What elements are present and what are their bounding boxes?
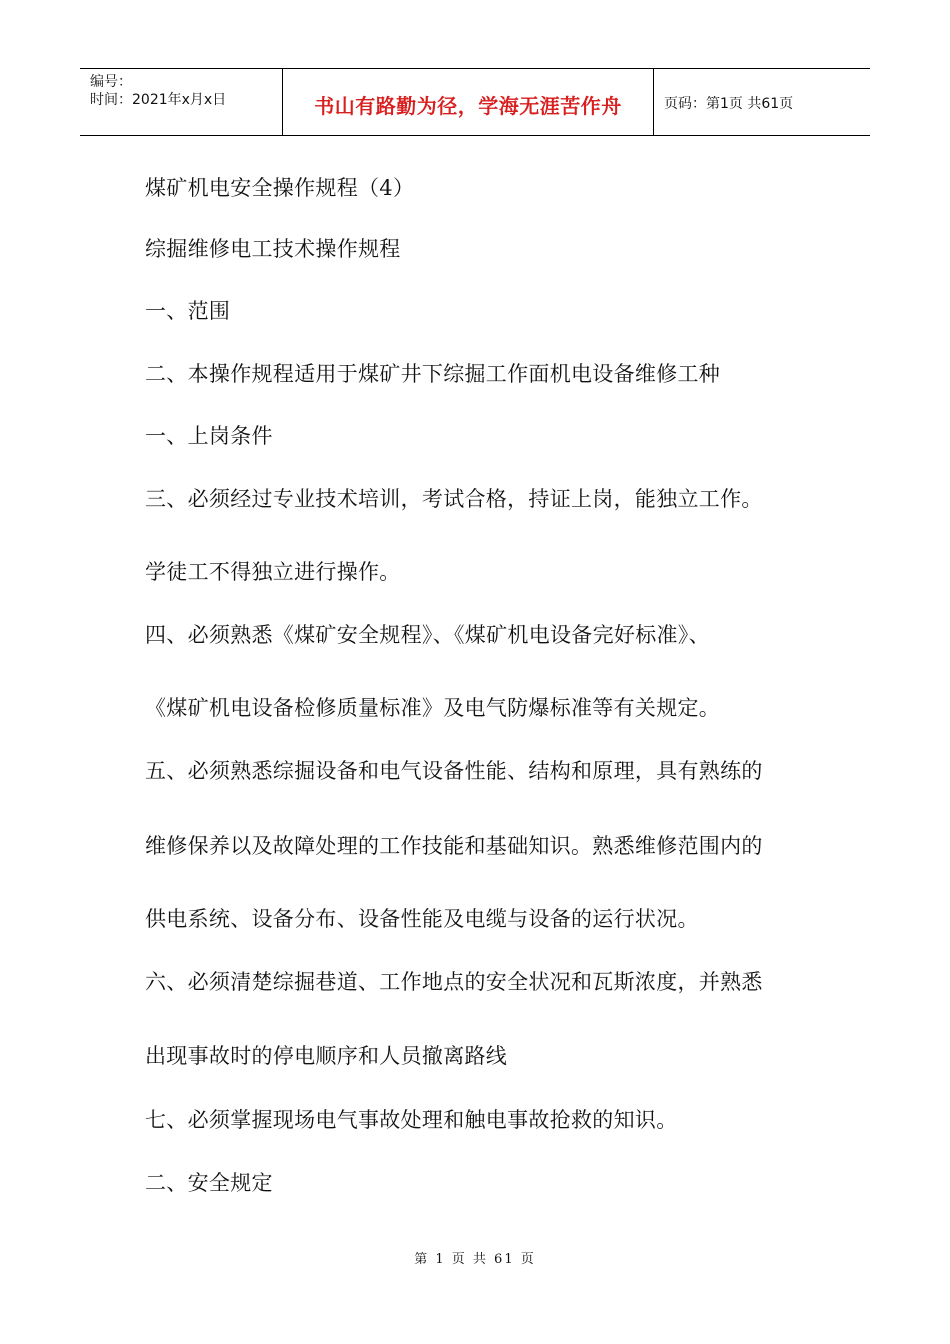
- paragraph-line: 七、必须掌握现场电气事故处理和触电事故抢救的知识。: [145, 1108, 678, 1132]
- section-heading: 一、上岗条件: [145, 424, 273, 448]
- header-page-info: [654, 69, 870, 135]
- document-header: [80, 68, 870, 136]
- paragraph-line: 二、本操作规程适用于煤矿井下综掘工作面机电设备维修工种: [145, 362, 721, 386]
- doc-title: 煤矿机电安全操作规程（4）: [145, 176, 415, 200]
- paragraph-line: 三、必须经过专业技术培训，考试合格，持证上岗，能独立工作。: [145, 487, 763, 511]
- paragraph-line: 学徒工不得独立进行操作。: [145, 560, 401, 584]
- header-meta: [80, 69, 282, 135]
- section-heading: 一、范围: [145, 299, 231, 323]
- paragraph-line: 出现事故时的停电顺序和人员撤离路线: [145, 1044, 508, 1068]
- paragraph-line: 五、必须熟悉综掘设备和电气设备性能、结构和原理，具有熟练的: [145, 759, 763, 783]
- doc-subtitle: 综掘维修电工技术操作规程: [145, 237, 401, 261]
- paragraph-line: 供电系统、设备分布、设备性能及电缆与设备的运行状况。: [145, 907, 699, 931]
- page-info-text: 页码：第1页 共61页: [664, 96, 794, 112]
- paragraph-line: 六、必须清楚综掘巷道、工作地点的安全状况和瓦斯浓度，并熟悉: [145, 970, 763, 994]
- page-footer: 第 1 页 共 61 页: [414, 1252, 536, 1267]
- motto-text: 书山有路勤为径，学海无涯苦作舟: [314, 93, 622, 118]
- section-heading: 二、安全规定: [145, 1171, 273, 1195]
- number-label: 编号：: [90, 74, 132, 90]
- paragraph-line: 《煤矿机电设备检修质量标准》及电气防爆标准等有关规定。: [145, 696, 721, 720]
- time-label: 时间：2021年x月x日: [90, 92, 227, 108]
- paragraph-line: 四、必须熟悉《煤矿安全规程》、《煤矿机电设备完好标准》、: [145, 623, 710, 647]
- header-motto-cell: [282, 69, 654, 135]
- paragraph-line: 维修保养以及故障处理的工作技能和基础知识。熟悉维修范围内的: [145, 834, 763, 858]
